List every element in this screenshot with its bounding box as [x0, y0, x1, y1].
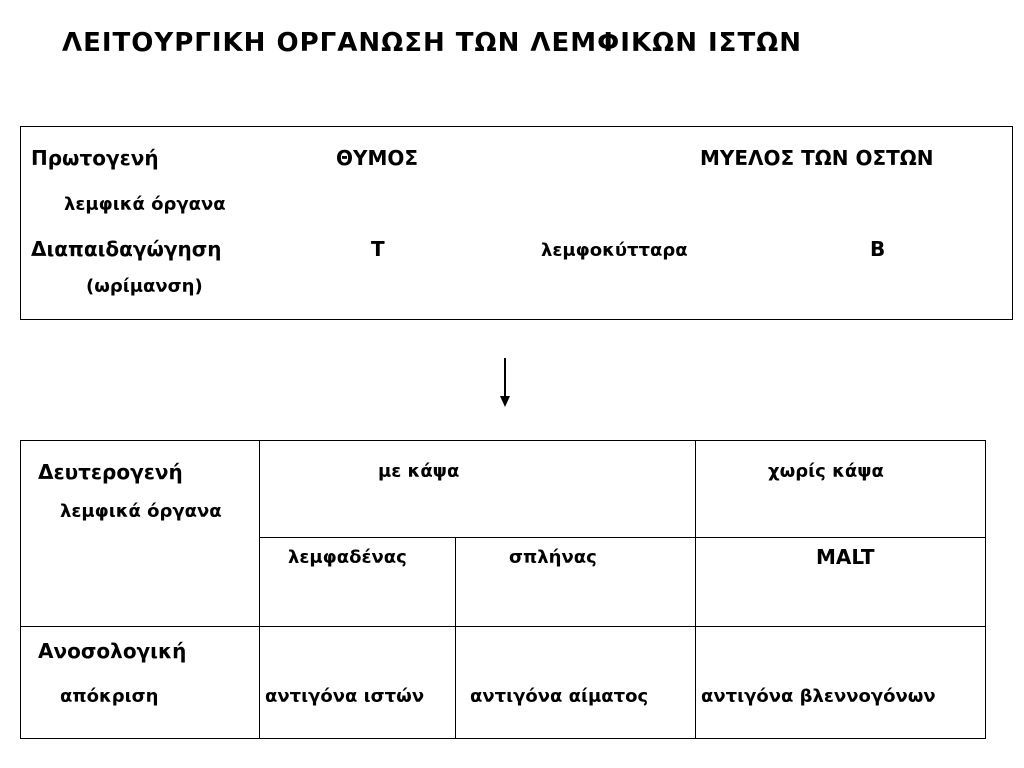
- table-divider: [20, 626, 986, 627]
- antigen-blood: αντιγόνα αίματος: [470, 686, 649, 707]
- organ-spleen: σπλήνας: [509, 547, 597, 568]
- table-divider: [259, 537, 986, 538]
- cell-t: T: [371, 237, 385, 261]
- page-title: ΛΕΙΤΟΥΡΓΙΚΗ ΟΡΓΑΝΩΣΗ ΤΩΝ ΛΕΜΦΙΚΩΝ ΙΣΤΩΝ: [62, 28, 803, 58]
- primary-label-line1: Πρωτογενή: [31, 146, 159, 170]
- response-label-line1: Ανοσολογική: [38, 639, 187, 663]
- maturation-label-line2: (ωρίμανση): [86, 276, 203, 297]
- without-capsule-label: χωρίς κάψα: [768, 461, 884, 482]
- antigen-mucosa: αντιγόνα βλεννογόνων: [701, 686, 936, 707]
- antigen-tissue: αντιγόνα ιστών: [265, 686, 425, 707]
- organ-lymph-node: λεμφαδένας: [288, 547, 407, 568]
- organ-bone-marrow: ΜΥΕΛΟΣ ΤΩΝ ΟΣΤΩΝ: [700, 146, 934, 170]
- cells-label: λεμφοκύτταρα: [541, 240, 688, 261]
- secondary-label-line1: Δευτερογενή: [38, 460, 183, 484]
- organ-malt: MALT: [816, 545, 875, 569]
- organ-thymus: ΘΥΜΟΣ: [336, 146, 419, 170]
- table-divider: [259, 440, 260, 739]
- response-label-line2: απόκριση: [60, 686, 159, 707]
- primary-label-line2: λεμφικά όργανα: [64, 194, 226, 215]
- maturation-label-line1: Διαπαιδαγώγηση: [31, 237, 222, 261]
- table-divider: [695, 440, 696, 739]
- arrow-head-icon: [500, 396, 510, 407]
- cell-b: B: [870, 237, 886, 261]
- secondary-label-line2: λεμφικά όργανα: [60, 501, 222, 522]
- with-capsule-label: με κάψα: [378, 461, 460, 482]
- down-arrow-icon: [504, 358, 506, 398]
- table-divider: [455, 537, 456, 739]
